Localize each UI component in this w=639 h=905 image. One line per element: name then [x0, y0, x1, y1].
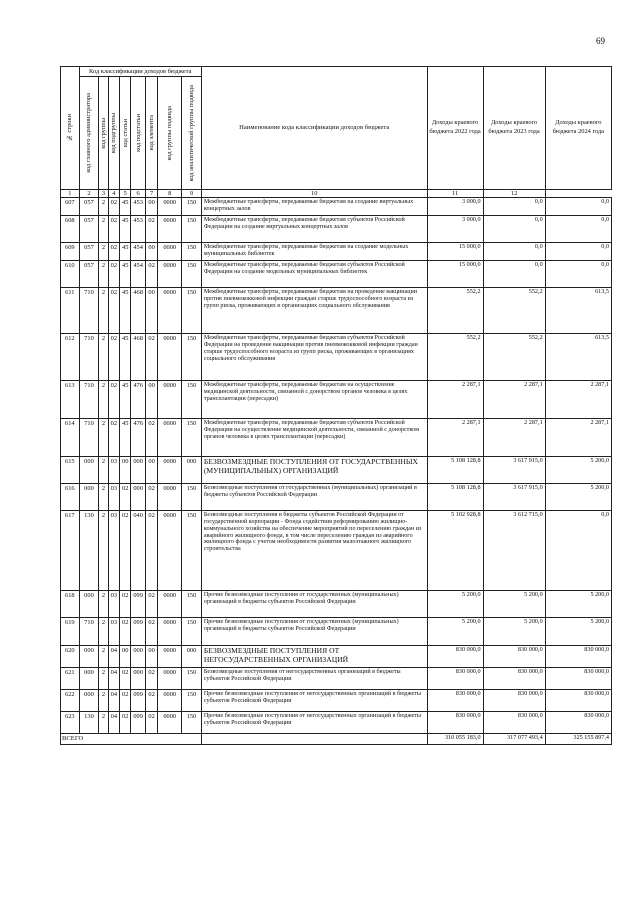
column-number: 12	[483, 190, 545, 198]
subtype-group-code-cell: 0000	[158, 618, 182, 646]
analytic-group-code-cell: 150	[182, 484, 202, 511]
revenue-name-cell: Межбюджетные трансферты, передаваемые бюджетам субъектов Российской Федерации на создание модельных муниципальных библиотек	[201, 261, 427, 288]
article-code-cell: 45	[120, 381, 131, 419]
value-2023-cell: 0,0	[483, 216, 545, 243]
analytic-group-code-cell: 150	[182, 712, 202, 734]
value-2024-cell: 0,0	[545, 243, 611, 261]
value-2023-cell: 3 617 915,0	[483, 484, 545, 511]
element-code-header: код элемента	[145, 77, 157, 190]
admin-code-cell: 710	[79, 419, 99, 457]
article-code-cell: 45	[120, 288, 131, 334]
element-code-cell: 02	[145, 216, 157, 243]
analytic-group-code-cell: 000	[182, 646, 202, 668]
subarticle-code-cell: 000	[131, 668, 145, 690]
analytic-group-code-cell: 150	[182, 381, 202, 419]
admin-code-cell: 710	[79, 288, 99, 334]
column-number: 5	[120, 190, 131, 198]
subtype-group-code-cell: 0000	[158, 690, 182, 712]
table-row	[61, 261, 612, 288]
element-code-cell: 02	[145, 668, 157, 690]
table-row	[61, 591, 612, 618]
value-2024-cell: 5 200,0	[545, 591, 611, 618]
article-code-cell: 02	[120, 668, 131, 690]
subarticle-code-cell: 453	[131, 216, 145, 243]
row-number-cell: 614	[61, 419, 80, 457]
analytic-group-code-header: код аналитической группы подвида	[182, 77, 202, 190]
table-row	[61, 334, 612, 381]
revenue-table	[60, 66, 612, 745]
value-2022-cell: 830 000,0	[427, 712, 483, 734]
article-code-cell: 45	[120, 261, 131, 288]
analytic-group-code-cell: 150	[182, 591, 202, 618]
subgroup-code-cell: 02	[108, 198, 119, 216]
value-2023-cell: 830 000,0	[483, 668, 545, 690]
row-number-cell: 622	[61, 690, 80, 712]
article-code-cell: 02	[120, 618, 131, 646]
value-2023-cell: 0,0	[483, 243, 545, 261]
subgroup-code-header: код подгруппы	[108, 77, 119, 190]
admin-code-cell: 710	[79, 618, 99, 646]
admin-code-cell: 057	[79, 198, 99, 216]
value-2024-cell: 830 000,0	[545, 690, 611, 712]
subarticle-code-cell: 453	[131, 198, 145, 216]
subtype-group-code-cell: 0000	[158, 419, 182, 457]
column-number: 8	[158, 190, 182, 198]
group-code-cell: 2	[99, 591, 108, 618]
group-code-cell: 2	[99, 646, 108, 668]
revenue-name-cell: Прочие безвозмездные поступления от государственных (муниципальных) организаций в бюджеты субъектов Российской Федерации	[201, 591, 427, 618]
row-number-cell: 612	[61, 334, 80, 381]
subgroup-code-cell: 04	[108, 668, 119, 690]
column-number: 1	[61, 190, 80, 198]
article-code-cell: 00	[120, 457, 131, 484]
group-code-cell: 2	[99, 288, 108, 334]
group-code-cell: 2	[99, 419, 108, 457]
row-number-cell: 621	[61, 668, 80, 690]
revenue-name-cell: Межбюджетные трансферты, передаваемые бюджетам на осуществление медицинской деятельности, связанной с донорством органов человека в целях трансплантации (пересадки)	[201, 381, 427, 419]
value-2024-cell: 0,0	[545, 511, 611, 591]
column-number: 11	[427, 190, 483, 198]
subtype-group-code-cell: 0000	[158, 288, 182, 334]
article-code-cell: 02	[120, 484, 131, 511]
value-2023-cell: 5 200,0	[483, 591, 545, 618]
table-row	[61, 668, 612, 690]
analytic-group-code-cell: 000	[182, 457, 202, 484]
admin-code-cell: 000	[79, 690, 99, 712]
value-2023-cell: 2 287,1	[483, 381, 545, 419]
revenue-name-cell: Безвозмездные поступления от государственных (муниципальных) организаций в бюджеты субъектов Российской Федерации	[201, 484, 427, 511]
admin-code-cell: 130	[79, 712, 99, 734]
admin-code-cell: 000	[79, 668, 99, 690]
group-code-cell: 2	[99, 198, 108, 216]
value-2024-cell: 2 287,1	[545, 419, 611, 457]
element-code-cell: 00	[145, 288, 157, 334]
subgroup-code-cell: 02	[108, 261, 119, 288]
column-number: 6	[131, 190, 145, 198]
element-code-cell: 02	[145, 712, 157, 734]
group-code-cell: 2	[99, 334, 108, 381]
subtype-group-code-cell: 0000	[158, 198, 182, 216]
value-2022-cell: 552,2	[427, 288, 483, 334]
subarticle-code-cell: 476	[131, 419, 145, 457]
subtype-group-code-cell: 0000	[158, 216, 182, 243]
year-2023-header: Доходы краевого бюджета 2023 года	[483, 67, 545, 190]
element-code-cell: 00	[145, 457, 157, 484]
subgroup-code-cell: 02	[108, 419, 119, 457]
table-row	[61, 484, 612, 511]
value-2022-cell: 2 287,1	[427, 381, 483, 419]
subgroup-code-cell: 03	[108, 511, 119, 591]
value-2023-cell: 0,0	[483, 261, 545, 288]
value-2024-cell: 830 000,0	[545, 646, 611, 668]
value-2022-cell: 15 000,0	[427, 261, 483, 288]
article-code-cell: 45	[120, 198, 131, 216]
value-2022-cell: 5 108 128,8	[427, 457, 483, 484]
table-row	[61, 198, 612, 216]
subarticle-code-cell: 000	[131, 484, 145, 511]
analytic-group-code-cell: 150	[182, 243, 202, 261]
value-2023-cell: 830 000,0	[483, 690, 545, 712]
value-2024-cell: 5 200,0	[545, 457, 611, 484]
value-2023-cell: 830 000,0	[483, 646, 545, 668]
subarticle-code-cell: 468	[131, 334, 145, 381]
value-2022-cell: 3 000,0	[427, 198, 483, 216]
element-code-cell: 02	[145, 419, 157, 457]
revenue-name-cell: Межбюджетные трансферты, передаваемые бюджетам на создание модельных муниципальных библиотек	[201, 243, 427, 261]
value-2023-cell: 0,0	[483, 198, 545, 216]
table-row	[61, 618, 612, 646]
row-number-cell: 610	[61, 261, 80, 288]
row-number-cell: 615	[61, 457, 80, 484]
row-number-cell: 620	[61, 646, 80, 668]
value-2022-cell: 5 108 128,8	[427, 484, 483, 511]
value-2024-cell: 0,0	[545, 216, 611, 243]
article-code-cell: 00	[120, 646, 131, 668]
analytic-group-code-cell: 150	[182, 668, 202, 690]
subgroup-code-cell: 03	[108, 591, 119, 618]
value-2024-cell: 5 200,0	[545, 618, 611, 646]
subtype-group-code-cell: 0000	[158, 484, 182, 511]
article-code-cell: 02	[120, 591, 131, 618]
element-code-cell: 02	[145, 484, 157, 511]
value-2022-cell: 5 200,0	[427, 591, 483, 618]
revenue-name-cell: Межбюджетные трансферты, передаваемые бюджетам субъектов Российской Федерации на проведение вакцинации против пневмококковой инфекции граждан старше трудоспособного возраста из групп риска, проживающих в организациях социального обслуживания	[201, 334, 427, 381]
article-code-cell: 02	[120, 511, 131, 591]
subgroup-code-cell: 02	[108, 334, 119, 381]
analytic-group-code-cell: 150	[182, 198, 202, 216]
subgroup-code-cell: 04	[108, 690, 119, 712]
analytic-group-code-cell: 150	[182, 216, 202, 243]
subtype-group-code-cell: 0000	[158, 712, 182, 734]
group-code-cell: 2	[99, 484, 108, 511]
subarticle-code-cell: 454	[131, 243, 145, 261]
group-code-cell: 2	[99, 618, 108, 646]
revenue-name-cell: Межбюджетные трансферты, передаваемые бюджетам субъектов Российской Федерации на создание виртуальных концертных залов	[201, 216, 427, 243]
admin-code-cell: 130	[79, 511, 99, 591]
analytic-group-code-cell: 150	[182, 288, 202, 334]
row-number-cell: 608	[61, 216, 80, 243]
analytic-group-code-cell: 150	[182, 618, 202, 646]
subgroup-code-cell: 02	[108, 243, 119, 261]
value-2023-cell: 3 612 715,0	[483, 511, 545, 591]
admin-code-cell: 000	[79, 484, 99, 511]
value-2023-cell: 830 000,0	[483, 712, 545, 734]
article-code-cell: 02	[120, 712, 131, 734]
column-number: 9	[182, 190, 202, 198]
subgroup-code-cell: 04	[108, 646, 119, 668]
year-2024-header: Доходы краевого бюджета 2024 года	[545, 67, 611, 190]
admin-code-cell: 057	[79, 216, 99, 243]
subarticle-code-cell: 000	[131, 646, 145, 668]
value-2023-cell: 3 617 915,0	[483, 457, 545, 484]
table-header	[61, 67, 612, 198]
revenue-name-cell: Прочие безвозмездные поступления от государственных (муниципальных) организаций в бюджеты субъектов Российской Федерации	[201, 618, 427, 646]
analytic-group-code-cell: 150	[182, 334, 202, 381]
subgroup-code-cell: 02	[108, 288, 119, 334]
value-2024-cell: 830 000,0	[545, 712, 611, 734]
group-code-cell: 2	[99, 690, 108, 712]
value-2023-cell: 552,2	[483, 288, 545, 334]
group-code-cell: 2	[99, 511, 108, 591]
revenue-name-cell: Межбюджетные трансферты, передаваемые бюджетам на проведение вакцинации против пневмококковой инфекции граждан старше трудоспособного возраста из групп риска, проживающих в организациях социального обслуживания	[201, 288, 427, 334]
element-code-cell: 00	[145, 243, 157, 261]
admin-code-cell: 710	[79, 381, 99, 419]
group-code-cell: 2	[99, 261, 108, 288]
value-2024-cell: 0,0	[545, 261, 611, 288]
table-row	[61, 457, 612, 484]
article-code-cell: 45	[120, 419, 131, 457]
element-code-cell: 02	[145, 690, 157, 712]
column-number: 2	[79, 190, 99, 198]
column-number: 4	[108, 190, 119, 198]
admin-code-cell: 000	[79, 646, 99, 668]
name-header: Наименование кода классификации доходов бюджета	[201, 67, 427, 190]
analytic-group-code-cell: 150	[182, 419, 202, 457]
subtype-group-code-cell: 0000	[158, 591, 182, 618]
article-code-cell: 45	[120, 243, 131, 261]
value-2023-cell: 2 287,1	[483, 419, 545, 457]
revenue-name-cell: Безвозмездные поступления от негосударственных организаций в бюджеты субъектов Российской Федерации	[201, 668, 427, 690]
value-2022-cell: 830 000,0	[427, 690, 483, 712]
subarticle-code-cell: 099	[131, 618, 145, 646]
subgroup-code-cell: 04	[108, 712, 119, 734]
subarticle-code-cell: 468	[131, 288, 145, 334]
total-2022: 310 055 183,0	[427, 734, 483, 745]
value-2022-cell: 552,2	[427, 334, 483, 381]
page-number: 69	[596, 36, 605, 46]
value-2023-cell: 5 200,0	[483, 618, 545, 646]
value-2022-cell: 15 000,0	[427, 243, 483, 261]
table-row	[61, 511, 612, 591]
row-number-cell: 607	[61, 198, 80, 216]
element-code-cell: 02	[145, 591, 157, 618]
value-2022-cell: 5 200,0	[427, 618, 483, 646]
subgroup-code-cell: 02	[108, 381, 119, 419]
group-code-cell: 2	[99, 243, 108, 261]
row-number-cell: 613	[61, 381, 80, 419]
table-row	[61, 216, 612, 243]
table-row	[61, 381, 612, 419]
total-2023: 317 077 493,4	[483, 734, 545, 745]
article-code-cell: 02	[120, 690, 131, 712]
revenue-name-cell: Межбюджетные трансферты, передаваемые бюджетам на создание виртуальных концертных залов	[201, 198, 427, 216]
subarticle-code-cell: 454	[131, 261, 145, 288]
group-code-cell: 2	[99, 668, 108, 690]
revenue-name-cell: Безвозмездные поступления в бюджеты субъектов Российской Федерации от государственной корпорации - Фонда содействия реформированию жилищно-коммунального хозяйства на обеспечение мероприятий по переселению граждан из аварийного жилищного фонда, в том числе переселению граждан из аварийного жилищного фонда с учетом необходимости развития малоэтажного жилищного строительства	[201, 511, 427, 591]
group-code-cell: 2	[99, 381, 108, 419]
revenue-name-cell: Прочие безвозмездные поступления от негосударственных организаций в бюджеты субъектов Российской Федерации	[201, 712, 427, 734]
table-row	[61, 419, 612, 457]
subtype-group-code-cell: 0000	[158, 668, 182, 690]
value-2024-cell: 5 200,0	[545, 484, 611, 511]
row-number-cell: 609	[61, 243, 80, 261]
group-code-cell: 2	[99, 216, 108, 243]
value-2022-cell: 830 000,0	[427, 668, 483, 690]
subgroup-code-cell: 02	[108, 216, 119, 243]
row-number-cell: 623	[61, 712, 80, 734]
row-number-header: № строки	[61, 67, 80, 190]
subtype-group-code-cell: 0000	[158, 511, 182, 591]
element-code-cell: 02	[145, 334, 157, 381]
element-code-cell: 00	[145, 198, 157, 216]
classification-header: Код классификации доходов бюджета	[79, 67, 201, 77]
subarticle-code-header: код подстатьи	[131, 77, 145, 190]
admin-code-cell: 000	[79, 457, 99, 484]
admin-code-cell: 710	[79, 334, 99, 381]
row-number-cell: 611	[61, 288, 80, 334]
value-2024-cell: 830 000,0	[545, 668, 611, 690]
revenue-name-cell: БЕЗВОЗМЕЗДНЫЕ ПОСТУПЛЕНИЯ ОТ ГОСУДАРСТВЕННЫХ (МУНИЦИПАЛЬНЫХ) ОРГАНИЗАЦИЙ	[201, 457, 427, 484]
subtype-group-code-header: код группы подвида	[158, 77, 182, 190]
table-row	[61, 243, 612, 261]
total-name-cell	[201, 734, 427, 745]
element-code-cell: 00	[145, 646, 157, 668]
table-row	[61, 690, 612, 712]
value-2024-cell: 2 287,1	[545, 381, 611, 419]
revenue-name-cell: Межбюджетные трансферты, передаваемые бюджетам субъектов Российской Федерации на осуществление медицинской деятельности, связанной с донорством органов человека в целях трансплантации (пересадки)	[201, 419, 427, 457]
subgroup-code-cell: 03	[108, 484, 119, 511]
value-2022-cell: 830 000,0	[427, 646, 483, 668]
subarticle-code-cell: 040	[131, 511, 145, 591]
table-row	[61, 712, 612, 734]
total-2024: 325 155 897,4	[545, 734, 611, 745]
revenue-name-cell: БЕЗВОЗМЕЗДНЫЕ ПОСТУПЛЕНИЯ ОТ НЕГОСУДАРСТВЕННЫХ ОРГАНИЗАЦИЙ	[201, 646, 427, 668]
subarticle-code-cell: 476	[131, 381, 145, 419]
row-number-cell: 619	[61, 618, 80, 646]
column-number: 10	[201, 190, 427, 198]
element-code-cell: 00	[145, 381, 157, 419]
group-code-cell: 2	[99, 712, 108, 734]
subarticle-code-cell: 000	[131, 457, 145, 484]
revenue-name-cell: Прочие безвозмездные поступления от негосударственных организаций в бюджеты субъектов Российской Федерации	[201, 690, 427, 712]
analytic-group-code-cell: 150	[182, 261, 202, 288]
admin-code-cell: 057	[79, 261, 99, 288]
article-code-cell: 45	[120, 334, 131, 381]
subgroup-code-cell: 03	[108, 457, 119, 484]
table-row	[61, 288, 612, 334]
value-2024-cell: 613,5	[545, 334, 611, 381]
subtype-group-code-cell: 0000	[158, 646, 182, 668]
subtype-group-code-cell: 0000	[158, 381, 182, 419]
analytic-group-code-cell: 150	[182, 690, 202, 712]
article-code-cell: 45	[120, 216, 131, 243]
row-number-cell: 616	[61, 484, 80, 511]
row-number-cell: 617	[61, 511, 80, 591]
column-numbers-row	[61, 190, 612, 198]
value-2022-cell: 5 102 928,8	[427, 511, 483, 591]
table-row	[61, 646, 612, 668]
subtype-group-code-cell: 0000	[158, 457, 182, 484]
table-body	[61, 198, 612, 734]
subarticle-code-cell: 099	[131, 712, 145, 734]
admin-code-cell: 057	[79, 243, 99, 261]
column-number: 3	[99, 190, 108, 198]
element-code-cell: 02	[145, 511, 157, 591]
value-2022-cell: 3 000,0	[427, 216, 483, 243]
row-number-cell: 618	[61, 591, 80, 618]
value-2024-cell: 613,5	[545, 288, 611, 334]
subarticle-code-cell: 099	[131, 591, 145, 618]
column-number: 7	[145, 190, 157, 198]
value-2023-cell: 552,2	[483, 334, 545, 381]
subarticle-code-cell: 099	[131, 690, 145, 712]
admin-code-header: код главного администратора	[79, 77, 99, 190]
subgroup-code-cell: 03	[108, 618, 119, 646]
total-row	[61, 734, 612, 745]
group-code-cell: 2	[99, 457, 108, 484]
article-code-header: код статьи	[120, 77, 131, 190]
group-code-header: код группы	[99, 77, 108, 190]
subtype-group-code-cell: 0000	[158, 261, 182, 288]
element-code-cell: 02	[145, 261, 157, 288]
element-code-cell: 02	[145, 618, 157, 646]
value-2024-cell: 0,0	[545, 198, 611, 216]
total-label: ВСЕГО	[61, 734, 202, 745]
admin-code-cell: 000	[79, 591, 99, 618]
analytic-group-code-cell: 150	[182, 511, 202, 591]
subtype-group-code-cell: 0000	[158, 243, 182, 261]
value-2022-cell: 2 287,1	[427, 419, 483, 457]
subtype-group-code-cell: 0000	[158, 334, 182, 381]
year-2022-header: Доходы краевого бюджета 2022 года	[427, 67, 483, 190]
